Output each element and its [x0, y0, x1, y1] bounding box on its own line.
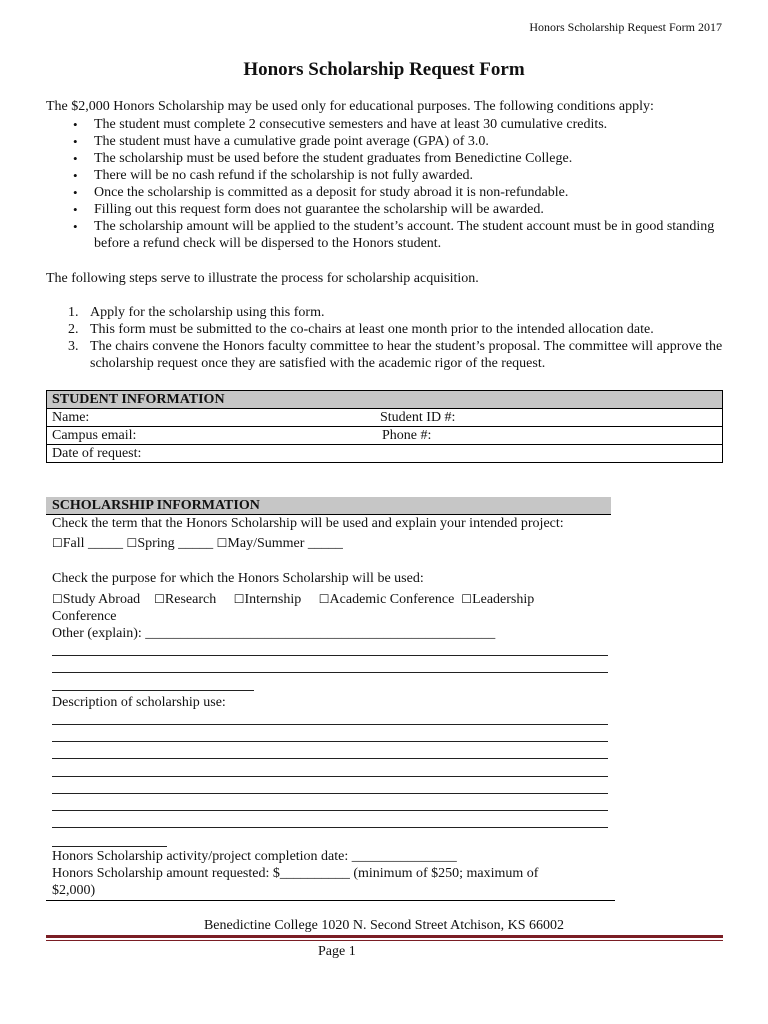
bullet-icon: •: [73, 117, 78, 132]
study-abroad-option[interactable]: ☐Study Abroad: [52, 592, 141, 607]
checkbox-icon[interactable]: ☐: [126, 536, 138, 550]
checkbox-icon[interactable]: ☐: [216, 536, 228, 550]
amount-wrap-text: $2,000): [52, 883, 96, 898]
answer-line[interactable]: [52, 724, 608, 725]
footer-address: Benedictine College 1020 N. Second Street Atchison, KS 66002: [203, 918, 565, 933]
intro-paragraph: The $2,000 Honors Scholarship may be used only for educational purposes. The following conditions apply:: [46, 99, 654, 114]
email-label: Campus email:: [52, 428, 137, 443]
bullet-icon: •: [73, 168, 78, 183]
list-item: • Filling out this request form does not guarantee the scholarship will be awarded.: [73, 202, 544, 217]
list-item: 1. Apply for the scholarship using this form.: [68, 305, 325, 320]
completion-date-field[interactable]: Honors Scholarship activity/project completion date: _______________: [52, 849, 457, 864]
checkbox-icon[interactable]: ☐: [52, 536, 63, 550]
bullet-icon: •: [73, 219, 78, 234]
purpose-wrap-text: Conference: [52, 609, 117, 624]
answer-line[interactable]: [52, 690, 254, 691]
student-id-label: Student ID #:: [380, 410, 456, 425]
student-information-table: [46, 390, 723, 463]
date-row[interactable]: [47, 445, 723, 463]
steps-intro: The following steps serve to illustrate the process for scholarship acquisition.: [46, 271, 479, 286]
name-row[interactable]: [47, 409, 723, 427]
list-item: • The scholarship amount will be applied to the student’s account. The student account must be in good standing before a refund check will be dispersed to the Honors student.: [73, 219, 715, 251]
running-header: Honors Scholarship Request Form 2017: [529, 20, 722, 34]
answer-line[interactable]: [52, 827, 608, 828]
list-item: 2. This form must be submitted to the co-chairs at least one month prior to the intended allocation date.: [68, 322, 654, 337]
page-title: Honors Scholarship Request Form: [243, 59, 525, 80]
answer-line[interactable]: [52, 776, 608, 777]
checkbox-icon[interactable]: ☐: [233, 592, 245, 606]
answer-line[interactable]: [52, 672, 608, 673]
page-number: Page 1: [318, 944, 356, 959]
list-item: 3. The chairs convene the Honors faculty committee to hear the student’s proposal. The committee will approve the scholarship request once they are satisfied with the academic rigor of the request.: [68, 339, 723, 371]
email-row[interactable]: [47, 427, 723, 445]
answer-line[interactable]: [52, 810, 608, 811]
conditions-list: [73, 116, 724, 252]
phone-label: Phone #:: [382, 428, 432, 443]
answer-line[interactable]: [52, 793, 608, 794]
scholarship-info-heading: SCHOLARSHIP INFORMATION: [46, 497, 611, 515]
answer-line[interactable]: [52, 846, 167, 847]
list-item: • The student must complete 2 consecutive semesters and have at least 30 cumulative credits.: [73, 117, 608, 132]
answer-line[interactable]: [52, 741, 608, 742]
research-option[interactable]: ☐Research: [154, 592, 217, 607]
academic-conference-option[interactable]: ☐Academic Conference: [318, 592, 455, 607]
checkbox-icon[interactable]: ☐: [461, 592, 473, 606]
footer-rule: [46, 935, 723, 938]
term-options: [52, 535, 612, 552]
student-info-heading: STUDENT INFORMATION: [47, 391, 723, 409]
section-bottom-rule: [46, 900, 615, 901]
answer-line[interactable]: [52, 655, 608, 656]
bullet-icon: •: [73, 202, 78, 217]
steps-list: [68, 304, 724, 372]
list-item: • The student must have a cumulative grade point average (GPA) of 3.0.: [73, 134, 489, 149]
checkbox-icon[interactable]: ☐: [52, 592, 63, 606]
bullet-icon: •: [73, 134, 78, 149]
list-item: • Once the scholarship is committed as a deposit for study abroad it is non-refundable.: [73, 185, 569, 200]
fall-option[interactable]: ☐Fall _____: [52, 536, 124, 551]
checkbox-icon[interactable]: ☐: [318, 592, 330, 606]
leadership-option[interactable]: ☐Leadership: [461, 592, 535, 607]
bullet-icon: •: [73, 151, 78, 166]
other-explain-field[interactable]: Other (explain): __________________________________________________: [52, 626, 496, 641]
name-label: Name:: [52, 410, 90, 425]
purpose-prompt: Check the purpose for which the Honors Scholarship will be used:: [52, 571, 424, 586]
bullet-icon: •: [73, 185, 78, 200]
internship-option[interactable]: ☐Internship: [233, 592, 302, 607]
footer-rule: [46, 940, 723, 941]
answer-line[interactable]: [52, 758, 608, 759]
amount-requested-field[interactable]: Honors Scholarship amount requested: $__________ (minimum of $250; maximum of: [52, 866, 539, 881]
summer-option[interactable]: ☐May/Summer _____: [216, 536, 343, 551]
description-label: Description of scholarship use:: [52, 695, 226, 710]
checkbox-icon[interactable]: ☐: [154, 592, 165, 606]
date-label: Date of request:: [52, 446, 142, 461]
purpose-options: [52, 591, 612, 608]
list-item: • The scholarship must be used before the student graduates from Benedictine College.: [73, 151, 573, 166]
list-item: • There will be no cash refund if the scholarship is not fully awarded.: [73, 168, 474, 183]
spring-option[interactable]: ☐Spring _____: [126, 536, 214, 551]
term-prompt: Check the term that the Honors Scholarship will be used and explain your intended project:: [52, 516, 564, 531]
